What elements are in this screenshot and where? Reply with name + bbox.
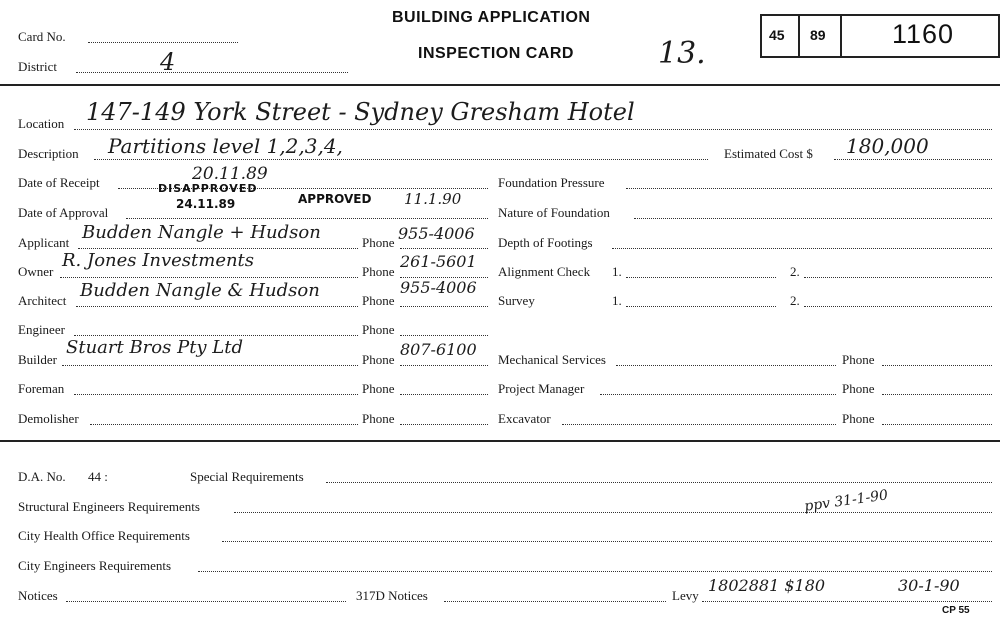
estimated-cost-value: 180,000: [846, 134, 929, 158]
levy-field[interactable]: [702, 601, 992, 602]
architect-phone-label: Phone: [362, 293, 395, 308]
district-field[interactable]: [76, 72, 348, 73]
demolisher-phone-field[interactable]: [400, 424, 488, 425]
city-health-field[interactable]: [222, 541, 992, 542]
levy-date: 30-1-90: [898, 576, 960, 595]
foundation-pressure-field[interactable]: [626, 188, 992, 189]
applicant-field[interactable]: [78, 248, 358, 249]
mechanical-phone-field[interactable]: [882, 365, 992, 366]
mechanical-phone-label: Phone: [842, 352, 875, 367]
alignment-check-field-1[interactable]: [626, 277, 776, 278]
architect-label: Architect: [18, 293, 67, 308]
mechanical-services-field[interactable]: [616, 365, 836, 366]
notices-317d-field[interactable]: [444, 601, 666, 602]
survey-field-2[interactable]: [804, 306, 992, 307]
description-value: Partitions level 1,2,3,4,: [108, 134, 343, 158]
survey-label: Survey: [498, 293, 535, 308]
excavator-phone-label: Phone: [842, 411, 875, 426]
handwritten-card-number: 13.: [658, 36, 706, 71]
date-approval-value: 24.11.89: [176, 197, 236, 211]
owner-label: Owner: [18, 264, 54, 279]
foreman-phone-field[interactable]: [400, 394, 488, 395]
project-manager-phone-field[interactable]: [882, 394, 992, 395]
special-requirements-label: Special Requirements: [190, 469, 304, 484]
top-divider: [0, 84, 1000, 86]
date-approval-field[interactable]: [126, 218, 488, 219]
owner-phone-value: 261-5601: [400, 252, 477, 271]
architect-field[interactable]: [76, 306, 358, 307]
foundation-pressure-label: Foundation Pressure: [498, 175, 605, 190]
applicant-phone-label: Phone: [362, 235, 395, 250]
engineer-field[interactable]: [74, 335, 358, 336]
structural-note: ppv 31-1-90: [803, 487, 889, 515]
footer-code: CP 55: [942, 605, 970, 616]
alignment-check-num2: 2.: [790, 264, 800, 279]
form-title-line2: INSPECTION CARD: [418, 45, 574, 62]
foreman-field[interactable]: [74, 394, 358, 395]
structural-engineers-label: Structural Engineers Requirements: [18, 499, 200, 514]
builder-phone-value: 807-6100: [400, 340, 477, 359]
location-value: 147-149 York Street - Sydney Gresham Hotel: [86, 98, 635, 126]
notices-field[interactable]: [66, 601, 346, 602]
nature-foundation-label: Nature of Foundation: [498, 205, 610, 220]
location-field[interactable]: [74, 129, 992, 130]
foreman-label: Foreman: [18, 381, 65, 396]
architect-value: Budden Nangle & Hudson: [80, 280, 320, 301]
box-divider-1: [798, 16, 800, 56]
builder-field[interactable]: [62, 365, 358, 366]
estimated-cost-field[interactable]: [834, 159, 992, 160]
levy-value: 1802881 $180: [708, 576, 826, 595]
engineer-label: Engineer: [18, 322, 65, 337]
applicant-phone-value: 955-4006: [398, 224, 475, 243]
depth-footings-field[interactable]: [612, 248, 992, 249]
alignment-check-field-2[interactable]: [804, 277, 992, 278]
da-no-label: D.A. No.: [18, 469, 66, 484]
architect-phone-value: 955-4006: [400, 278, 477, 297]
form-title-line1: BUILDING APPLICATION: [392, 9, 591, 26]
location-label: Location: [18, 116, 65, 131]
city-engineers-label: City Engineers Requirements: [18, 558, 172, 573]
demolisher-phone-label: Phone: [362, 411, 395, 426]
applicant-value: Budden Nangle + Hudson: [82, 222, 321, 243]
builder-label: Builder: [18, 352, 57, 367]
survey-num2: 2.: [790, 293, 800, 308]
demolisher-field[interactable]: [90, 424, 358, 425]
reference-box: [760, 14, 1000, 58]
demolisher-label: Demolisher: [18, 411, 79, 426]
survey-num1: 1.: [612, 293, 622, 308]
mechanical-services-label: Mechanical Services: [498, 352, 606, 367]
estimated-cost-label: Estimated Cost $: [724, 146, 813, 161]
project-manager-field[interactable]: [600, 394, 836, 395]
date-receipt-value: 20.11.89: [192, 164, 268, 184]
city-engineers-field[interactable]: [198, 571, 992, 572]
description-label: Description: [18, 146, 79, 161]
levy-label: Levy: [672, 588, 699, 603]
disapproved-stamp: DISAPPROVED: [158, 182, 258, 195]
survey-field-1[interactable]: [626, 306, 776, 307]
excavator-label: Excavator: [498, 411, 551, 426]
nature-foundation-field[interactable]: [634, 218, 992, 219]
owner-value: R. Jones Investments: [62, 250, 255, 271]
depth-footings-label: Depth of Footings: [498, 235, 593, 250]
middle-divider: [0, 440, 1000, 442]
district-label: District: [18, 59, 57, 74]
card-number: 1160: [892, 19, 955, 49]
structural-engineers-field[interactable]: [234, 512, 992, 513]
description-field[interactable]: [94, 159, 708, 160]
special-requirements-field[interactable]: [326, 482, 992, 483]
foreman-phone-label: Phone: [362, 381, 395, 396]
card-no-label: Card No.: [18, 29, 66, 44]
date-approval-label: Date of Approval: [18, 205, 109, 220]
notices-label: Notices: [18, 588, 58, 603]
owner-field[interactable]: [60, 277, 358, 278]
applicant-label: Applicant: [18, 235, 70, 250]
notices-317d-label: 317D Notices: [356, 588, 428, 603]
builder-phone-label: Phone: [362, 352, 395, 367]
builder-value: Stuart Bros Pty Ltd: [66, 337, 244, 358]
builder-phone-field[interactable]: [400, 365, 488, 366]
owner-phone-label: Phone: [362, 264, 395, 279]
engineer-phone-field[interactable]: [400, 335, 488, 336]
box-code-a: 45: [769, 27, 785, 43]
box-code-b: 89: [810, 27, 826, 43]
project-manager-phone-label: Phone: [842, 381, 875, 396]
alignment-check-num1: 1.: [612, 264, 622, 279]
date-receipt-label: Date of Receipt: [18, 175, 100, 190]
excavator-field[interactable]: [562, 424, 836, 425]
district-value: 4: [160, 48, 176, 76]
da-no-value: 44 :: [88, 469, 108, 484]
approved-stamp: APPROVED: [298, 192, 372, 206]
box-divider-2: [840, 16, 842, 56]
architect-phone-field[interactable]: [400, 306, 488, 307]
alignment-check-label: Alignment Check: [498, 264, 591, 279]
card-no-field[interactable]: [88, 42, 238, 43]
approved-date: 11.1.90: [404, 190, 462, 208]
engineer-phone-label: Phone: [362, 322, 395, 337]
project-manager-label: Project Manager: [498, 381, 585, 396]
city-health-label: City Health Office Requirements: [18, 528, 190, 543]
applicant-phone-field[interactable]: [400, 248, 488, 249]
excavator-phone-field[interactable]: [882, 424, 992, 425]
